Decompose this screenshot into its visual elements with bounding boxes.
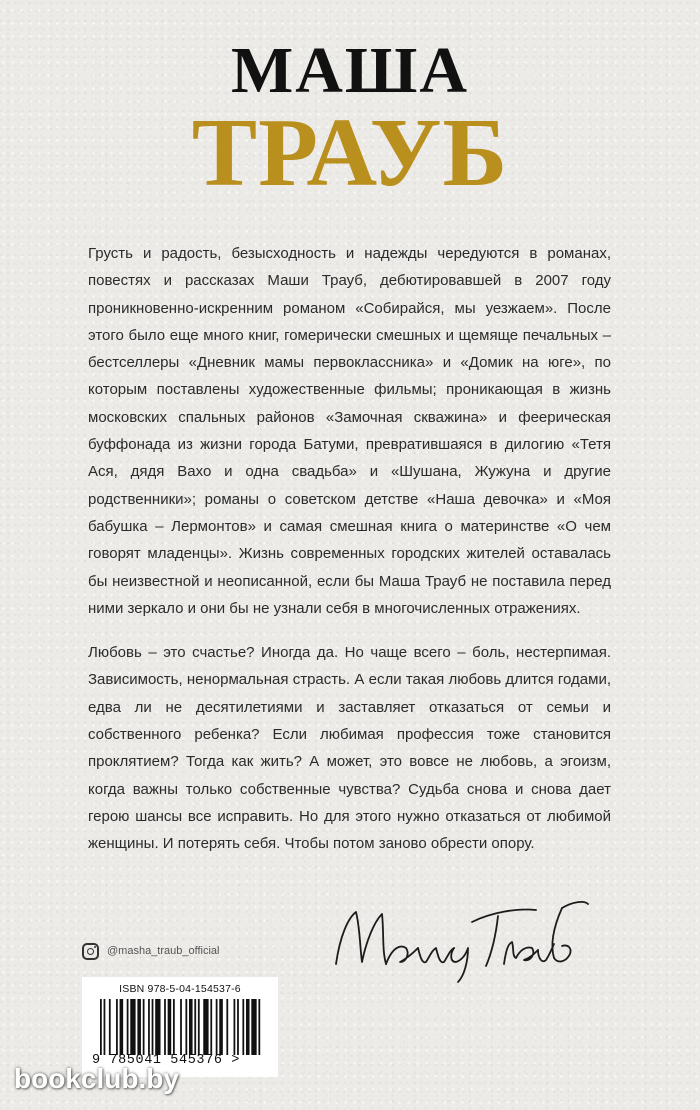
isbn-label: ISBN 978-5-04-154537-6 <box>119 983 241 995</box>
barcode-bar <box>251 999 256 1055</box>
annotation-paragraph-2: Любовь – это счастье? Иногда да. Но чаще всего – боль, нестерпимая. Зависимость, ненормальная страсть. А если такая любовь длится годами, едва ли не десятилетиями и заставляет отказаться от семьи и собственного ребенка? Если любимая профессия тоже становится проклятием? Тогда как жить? А может, это вовсе не любовь, а эгоизм, когда важны только собственные чувства? Судьба снова и снова дает герою шансы все исправить. Но для этого нужно отказаться от любимой женщины. И потерять себя. Чтобы потом заново обрести опору. <box>88 644 611 853</box>
barcode-bar <box>237 999 239 1055</box>
barcode-bar <box>258 999 260 1055</box>
barcode-bar <box>185 999 187 1055</box>
barcode-bar <box>127 999 129 1055</box>
author-last-name: ТРАУБ <box>191 99 509 207</box>
barcode-bar <box>155 999 160 1055</box>
barcode-bar <box>137 999 141 1055</box>
barcode-bar <box>109 999 111 1055</box>
author-first-name: МАША <box>230 34 470 107</box>
barcode-bar <box>148 999 150 1055</box>
barcode-digits: 9 785041 545376 > <box>92 1053 240 1068</box>
barcode-bar <box>130 999 135 1055</box>
barcode-bar <box>203 999 208 1055</box>
barcode-bar <box>164 999 166 1055</box>
annotation-paragraph-1: Грусть и радость, безысходность и надежды чередуются в романах, повестях и рассказах Маши Трауб, дебютировавшей в 2007 году проникновенно-искренним романом «Собирайся, мы уезжаем». После этого было еще много книг, гомерически смешных и щемяще печальных – бестселлеры «Дневник мамы первоклассника» и «Домик на юге», по которым поставлены художественные фильмы; проникающая в жизнь московских спальных районов «Замочная скважина» и феерическая буффонада из жизни города Батуми, превратившаяся в дилогию «Тетя Ася, дядя Вахо и одна свадьба» и «Шушана, Жужуна и другие родственники»; романы о советском детстве «Наша девочка» и «Моя бабушка – Лермонтов» и самая смешная книга о материнстве «О чем говорят младенцы». Жизнь современных городских жителей оставалась бы неизвестной и неописанной, если бы Маша Трауб не поставила перед ними зеркало и они бы не узнали себя в многочисленных отражениях. <box>88 245 611 617</box>
barcode-bar <box>116 999 118 1055</box>
barcode-bar <box>198 999 200 1055</box>
instagram-handle: @masha_traub_official <box>107 945 220 957</box>
barcode-bar <box>152 999 154 1055</box>
barcode-bar <box>143 999 145 1055</box>
watermark: bookclub.by <box>14 1063 179 1094</box>
barcode-bar <box>189 999 193 1055</box>
barcode-bar <box>226 999 228 1055</box>
barcode-bar <box>168 999 172 1055</box>
barcode-bar <box>234 999 236 1055</box>
isbn-barcode <box>82 977 278 1077</box>
social-handle-row <box>82 939 219 963</box>
barcode-bar <box>242 999 244 1055</box>
barcode-bars <box>100 999 262 1055</box>
barcode-bar <box>216 999 218 1055</box>
barcode-bar <box>120 999 124 1055</box>
barcode-bar <box>180 999 182 1055</box>
barcode-bar <box>104 999 106 1055</box>
barcode-bar <box>219 999 223 1055</box>
book-annotation <box>88 240 611 858</box>
barcode-bar <box>100 999 102 1055</box>
barcode-bar <box>210 999 212 1055</box>
instagram-icon <box>82 943 99 960</box>
author-signature <box>322 878 592 988</box>
barcode-bar <box>246 999 250 1055</box>
barcode-bar <box>194 999 196 1055</box>
barcode-bar <box>173 999 175 1055</box>
